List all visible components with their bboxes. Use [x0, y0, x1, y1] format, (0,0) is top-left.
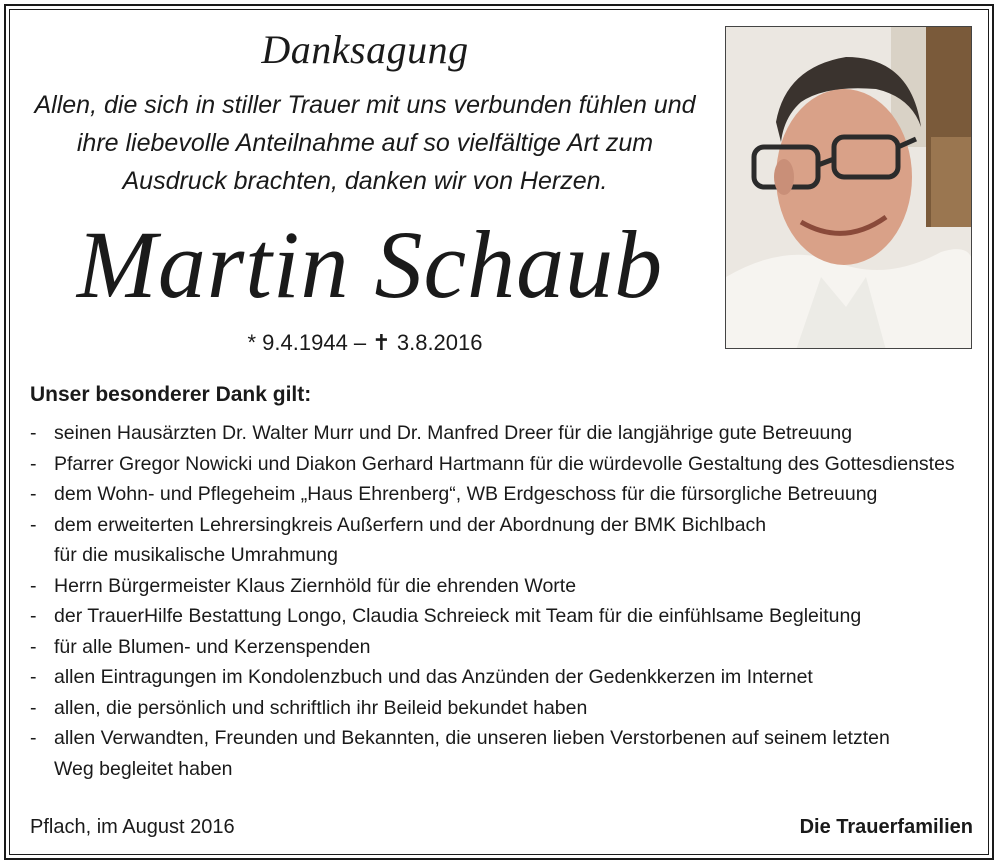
- notice-heading: Danksagung: [261, 27, 469, 72]
- list-item-text: der TrauerHilfe Bestattung Longo, Claudia Schreieck mit Team für die einfühlsame Begleitung: [54, 605, 862, 627]
- list-item-text: Herrn Bürgermeister Klaus Ziernhöld für die ehrenden Worte: [54, 574, 577, 597]
- list-item: [30, 662, 980, 693]
- list-item: [30, 632, 980, 663]
- deceased-name: Martin Schaub: [76, 211, 664, 318]
- list-item-text: dem erweiterten Lehrersingkreis Außerfern und der Abordnung der BMK Bichlbach: [54, 513, 767, 536]
- intro-line: Ausdruck brachten, danken wir von Herzen.: [122, 167, 608, 195]
- list-item: [30, 571, 980, 602]
- list-item-text: allen, die persönlich und schriftlich ihr Beileid bekundet haben: [54, 696, 588, 719]
- life-dates: [200, 330, 530, 356]
- intro-text: [20, 86, 710, 200]
- list-dash: -: [30, 422, 37, 444]
- list-item-continuation: für die musikalische Umrahmung: [54, 544, 338, 566]
- list-dash: -: [30, 727, 37, 749]
- list-item: [30, 449, 980, 480]
- portrait-photo: [725, 26, 972, 349]
- list-item-text: Pfarrer Gregor Nowicki und Diakon Gerhard Hartmann für die würdevolle Gestaltung des Gottesdienstes: [54, 452, 955, 475]
- list-item: [30, 479, 980, 510]
- list-item: [30, 723, 980, 784]
- intro-line: ihre liebevolle Anteilnahme auf so vielfältige Art zum: [76, 129, 654, 157]
- list-item-continuation: Weg begleitet haben: [54, 757, 233, 780]
- list-item: [30, 601, 980, 632]
- list-dash: -: [30, 452, 37, 475]
- list-item: [30, 510, 980, 571]
- thanks-list: [30, 418, 980, 784]
- portrait-illustration: [726, 27, 972, 349]
- list-item-text: dem Wohn- und Pflegeheim „Haus Ehrenberg“, WB Erdgeschoss für die fürsorgliche Betreuung: [54, 483, 878, 505]
- birth-date: * 9.4.1944 –: [247, 330, 367, 355]
- place-date: Pflach, im August 2016: [30, 816, 235, 838]
- list-item-text: für alle Blumen- und Kerzenspenden: [54, 635, 371, 658]
- intro-line: Allen, die sich in stiller Trauer mit uns verbunden fühlen und: [34, 91, 696, 119]
- signature: Die Trauerfamilien: [799, 816, 973, 838]
- list-item-text: allen Eintragungen im Kondolenzbuch und das Anzünden der Gedenkkerzen im Internet: [54, 666, 813, 688]
- list-dash: -: [30, 605, 37, 627]
- list-item-text: seinen Hausärzten Dr. Walter Murr und Dr. Manfred Dreer für die langjährige gute Betreuung: [54, 422, 853, 444]
- list-dash: -: [30, 696, 37, 719]
- death-date: 3.8.2016: [396, 330, 483, 355]
- list-item: [30, 693, 980, 724]
- list-item: [30, 418, 980, 449]
- list-dash: -: [30, 635, 37, 658]
- list-dash: -: [30, 666, 37, 688]
- cross-icon: ✝: [372, 330, 391, 355]
- list-dash: -: [30, 574, 37, 597]
- list-dash: -: [30, 513, 37, 536]
- list-item-text: allen Verwandten, Freunden und Bekannten, die unseren lieben Verstorbenen auf seinem letzten: [54, 727, 890, 749]
- list-dash: -: [30, 483, 37, 505]
- thanks-title: Unser besonderer Dank gilt:: [30, 383, 312, 406]
